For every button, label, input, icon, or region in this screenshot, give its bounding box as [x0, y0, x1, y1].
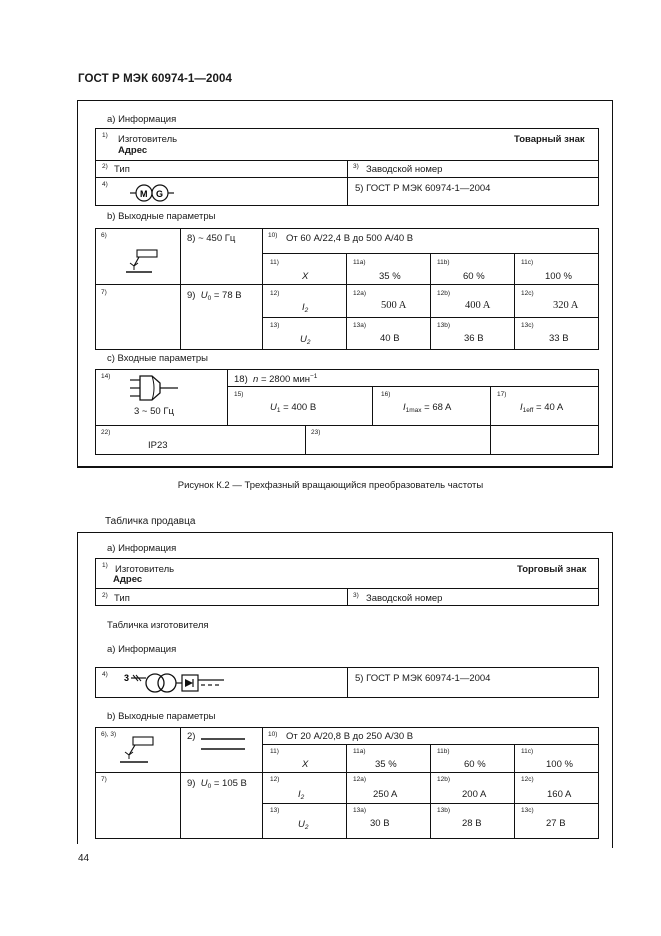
fig1-r13-num: 13) — [270, 322, 280, 329]
fig1-current-400: 400 A — [465, 300, 491, 311]
fig1-section-c: с) Входные параметры — [107, 353, 208, 364]
fig1-r12c-num: 12c) — [521, 290, 534, 297]
fig1-section-b: b) Выходные параметры — [107, 211, 216, 222]
transformer-rectifier-icon — [122, 670, 228, 696]
divider — [180, 727, 181, 839]
fig2-r13-num: 13) — [270, 807, 280, 814]
divider — [346, 253, 347, 350]
fig1-r11c-num: 11c) — [521, 259, 534, 266]
fig1-range: От 60 А/22,4 В до 500 А/40 В — [286, 233, 414, 244]
motor-generator-icon — [126, 182, 176, 204]
fig2-r11c-num: 11c) — [521, 748, 534, 755]
fig2-section-a2: a) Информация — [107, 644, 177, 655]
divider — [430, 253, 431, 350]
fig2-current-160: 160 A — [547, 789, 572, 800]
fig1-r1-num: 1) — [102, 132, 108, 139]
fig1-r22-num: 22) — [101, 429, 111, 436]
fig1-r13a-num: 13a) — [353, 322, 367, 329]
fig2-r12-num: 12) — [270, 776, 280, 783]
divider — [430, 744, 431, 839]
fig1-voltage-40: 40 В — [380, 333, 400, 344]
fig2-voltage-label: $U_2$ — [298, 819, 309, 831]
fig1-r11a-num: 11a) — [353, 259, 366, 266]
fig2-standard: 5) ГОСТ Р МЭК 60974-1—2004 — [355, 673, 491, 684]
fig1-voltage-36: 36 В — [464, 333, 484, 344]
fig2-section-b: b) Выходные параметры — [107, 711, 216, 722]
fig1-current-label: $I_2$ — [302, 302, 309, 314]
fig2-r10-num: 10) — [268, 731, 278, 738]
fig2-r13b-num: 13b) — [437, 807, 451, 814]
divider — [180, 228, 181, 350]
document-header: ГОСТ Р МЭК 60974-1—2004 — [78, 73, 232, 85]
fig2-manufacturer: Изготовитель — [115, 564, 175, 575]
fig1-r17-num: 17) — [497, 391, 507, 398]
fig2-r13c-num: 13c) — [521, 807, 534, 814]
fig1-type: Тип — [114, 164, 130, 175]
fig1-input-current-max: $I_{1max} = 68$ A — [403, 402, 452, 414]
fig2-section-a: a) Информация — [107, 543, 177, 554]
divider — [490, 386, 491, 455]
divider — [514, 253, 515, 350]
fig1-voltage-label: $U_2$ — [300, 334, 311, 346]
fig1-manufacturer: Изготовитель — [118, 134, 178, 145]
fig2-r6-num: 6), 3) — [101, 731, 117, 738]
fig1-r10-num: 10) — [268, 232, 278, 239]
fig2-r3-num: 3) — [353, 592, 359, 599]
fig2-r11b-num: 11b) — [437, 748, 450, 755]
fig2-voltage-27: 27 В — [546, 818, 566, 829]
divider — [227, 369, 228, 425]
fig2-no-load-voltage: 9) $U_0 = 105$ В — [187, 778, 247, 790]
fig1-input-voltage: $U_1 = 400$ В — [270, 402, 317, 414]
fig2-current-label: $I_2$ — [298, 789, 305, 801]
fig1-r12-num: 12) — [270, 290, 280, 297]
divider — [347, 588, 348, 606]
fig2-r12c-num: 12c) — [521, 776, 534, 783]
fig2-maker-title: Табличка изготовителя — [107, 620, 209, 631]
fig1-r11-num: 11) — [270, 259, 279, 266]
fig2-address: Адрес — [113, 574, 143, 585]
fig1-r3-num: 3) — [353, 163, 359, 170]
fig1-serial: Заводской номер — [366, 164, 443, 175]
fig1-input-current-eff: $I_{1eff} = 40$ A — [520, 402, 564, 414]
fig1-trademark: Товарный знак — [514, 134, 585, 145]
fig1-supply-frequency: 3 ~ 50 Гц — [134, 406, 174, 417]
fig1-no-load-voltage: 9) $U_0 = 78$ В — [187, 290, 242, 302]
fig1-voltage-33: 33 В — [549, 333, 569, 344]
svg-text:M: M — [140, 189, 148, 199]
fig2-voltage-30: 30 В — [370, 818, 390, 829]
fig1-r4-num: 4) — [102, 181, 108, 188]
fig2-duty-35: 35 % — [375, 759, 397, 770]
fig2-r2-num: 2) — [102, 592, 108, 599]
fig2-r2b-num: 2) — [187, 731, 196, 742]
fig1-r15-num: 15) — [234, 391, 244, 398]
fig2-r13a-num: 13a) — [353, 807, 367, 814]
fig2-current-250: 250 A — [373, 789, 398, 800]
fig2-range: От 20 А/20,8 В до 250 А/30 В — [286, 731, 414, 742]
fig1-standard: 5) ГОСТ Р МЭК 60974-1—2004 — [355, 183, 491, 194]
fig1-duty-100: 100 % — [545, 271, 572, 282]
fig2-serial: Заводской номер — [366, 593, 443, 604]
fig2-r4-num: 4) — [102, 671, 108, 678]
fig1-duty-60: 60 % — [463, 271, 485, 282]
divider — [262, 228, 263, 350]
fig2-r1-num: 1) — [102, 562, 108, 569]
divider — [346, 744, 347, 839]
fig2-duty-label: X — [302, 759, 309, 770]
divider — [612, 838, 613, 848]
fig1-current-320: 320 A — [553, 300, 579, 311]
dc-current-icon — [199, 735, 249, 755]
fig1-duty-label: X — [302, 271, 309, 282]
fig2-seller-title: Табличка продавца — [105, 516, 196, 527]
fig2-r12b-num: 12b) — [437, 776, 451, 783]
fig1-r23-num: 23) — [311, 429, 321, 436]
fig2-trademark: Торговый знак — [517, 564, 587, 575]
svg-text:G: G — [156, 189, 164, 199]
fig1-speed: 18) n = 2800 мин$^{-1}$ — [234, 373, 318, 386]
fig1-current-500: 500 A — [381, 300, 407, 311]
fig1-r2-num: 2) — [102, 163, 108, 170]
fig2-voltage-28: 28 В — [462, 818, 482, 829]
fig1-r11b-num: 11b) — [437, 259, 450, 266]
divider — [347, 667, 348, 698]
fig2-r12a-num: 12a) — [353, 776, 367, 783]
divider — [95, 284, 263, 285]
fig2-type: Тип — [114, 593, 130, 604]
fig1-r12b-num: 12b) — [437, 290, 451, 297]
fig2-duty-60: 60 % — [464, 759, 486, 770]
fig1-r7-num: 7) — [101, 289, 107, 296]
svg-text:3: 3 — [124, 673, 130, 683]
fig2-duty-100: 100 % — [546, 759, 573, 770]
fig2-r11-num: 11) — [270, 748, 279, 755]
divider — [305, 425, 306, 455]
figure-caption: Рисунок К.2 — Трехфазный вращающийся преобразователь частоты — [177, 480, 484, 491]
fig2-current-200: 200 A — [462, 789, 487, 800]
fig1-frequency: 8) ~ 450 Гц — [187, 233, 236, 244]
fig1-r14-num: 14) — [101, 373, 111, 380]
fig2-r7-num: 7) — [101, 776, 107, 783]
divider — [227, 386, 599, 387]
fig1-r6-num: 6) — [101, 232, 107, 239]
fig1-protection: IP23 — [148, 440, 168, 451]
page-number: 44 — [78, 853, 90, 864]
fig1-address: Адрес — [118, 145, 148, 156]
fig1-output-block — [95, 228, 599, 350]
mains-plug-icon — [128, 374, 182, 402]
fig1-r13c-num: 13c) — [521, 322, 534, 329]
divider — [95, 425, 599, 426]
divider — [514, 744, 515, 839]
welding-symbol-icon — [124, 246, 160, 276]
fig1-duty-35: 35 % — [379, 271, 401, 282]
fig1-r13b-num: 13b) — [437, 322, 451, 329]
fig1-section-a: a) Информация — [107, 114, 177, 125]
welding-symbol-icon — [116, 733, 156, 767]
divider — [95, 772, 263, 773]
divider — [372, 386, 373, 425]
fig1-r16-num: 16) — [381, 391, 391, 398]
fig1-r12a-num: 12a) — [353, 290, 367, 297]
fig2-r11a-num: 11a) — [353, 748, 366, 755]
